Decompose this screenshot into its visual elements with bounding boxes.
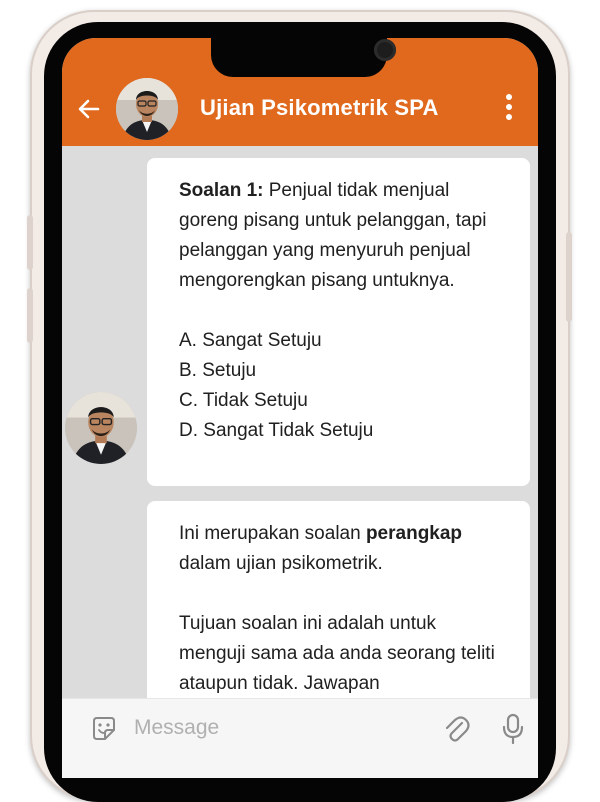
volume-down-button (27, 288, 33, 343)
question-text: Soalan 1: Penjual tidak menjual goreng pisang untuk pelanggan, tapi pelanggan yang menyuruh penjual mengorengkan pisang untuknya. (179, 180, 487, 291)
volume-up-button (27, 215, 33, 270)
chat-title: Ujian Psikometrik SPA (200, 95, 439, 120)
message-input[interactable] (132, 711, 436, 745)
answer-intro: Ini merupakan soalan perangkap dalam ujian psikometrik. (179, 523, 463, 574)
arrow-left-icon[interactable] (76, 96, 102, 122)
option-c: C. Tidak Setuju (179, 390, 308, 411)
more-vertical-icon[interactable] (502, 92, 516, 124)
camera-icon (374, 39, 396, 61)
microphone-icon[interactable] (502, 713, 524, 745)
phone-notch (211, 38, 387, 77)
avatar[interactable] (116, 78, 178, 140)
option-a: A. Sangat Setuju (179, 330, 322, 351)
message-bubble (147, 158, 530, 486)
emoji-icon[interactable] (90, 715, 118, 743)
paperclip-icon[interactable] (442, 713, 470, 743)
power-button (566, 232, 572, 322)
answer-explanation: Tujuan soalan ini adalah untuk menguji sama ada anda seorang teliti ataupun tidak. Jawapan (179, 613, 495, 694)
question-label: Soalan 1: (179, 180, 264, 201)
option-d: D. Sangat Tidak Setuju (179, 420, 374, 441)
trap-keyword: perangkap (365, 523, 463, 544)
chat-screen (62, 38, 538, 778)
option-b: B. Setuju (179, 360, 257, 381)
sender-avatar[interactable] (65, 392, 137, 464)
message-input-bar (62, 698, 538, 778)
